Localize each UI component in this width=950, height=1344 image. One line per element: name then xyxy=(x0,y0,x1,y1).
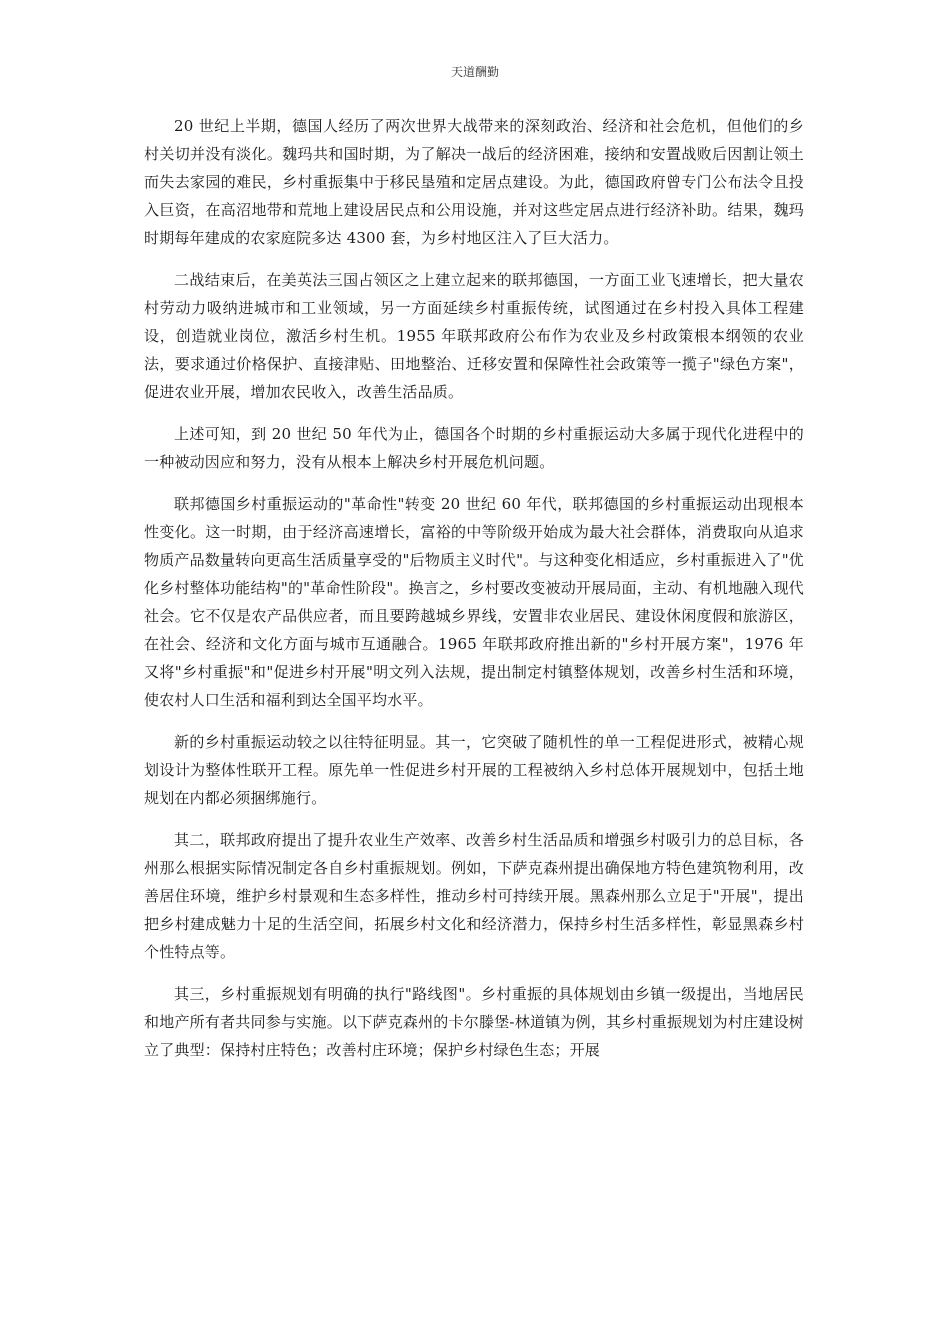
page-header xyxy=(0,64,950,80)
paragraph-4: 联邦德国乡村重振运动的"革命性"转变 20 世纪 60 年代，联邦德国的乡村重振运动出现根本性变化。这一时期，由于经济高速增长，富裕的中等阶级开始成为最大社会群体，消费取向从追求物质产品数量转向更高生活质量享受的"后物质主义时代"。与这种变化相适应，乡村重振进入了"优化乡村整体功能结构"的"革命性阶段"。换言之，乡村要改变被动开展局面，主动、有机地融入现代社会。它不仅是农产品供应者，而且要跨越城乡界线，安置非农业居民、建设休闲度假和旅游区，在社会、经济和文化方面与城市互通融合。1965 年联邦政府推出新的"乡村开展方案"，1976 年又将"乡村重振"和"促进乡村开展"明文列入法规，提出制定村镇整体规划，改善乡村生活和环境，使农村人口生活和福利到达全国平均水平。 xyxy=(144,495,804,709)
paragraph-6: 其二，联邦政府提出了提升农业生产效率、改善乡村生活品质和增强乡村吸引力的总目标，各州那么根据实际情况制定各自乡村重振规划。例如，下萨克森州提出确保地方特色建筑物利用，改善居住环境，维护乡村景观和生态多样性，推动乡村可持续开展。黑森州那么立足于"开展"，提出把乡村建成魅力十足的生活空间，拓展乡村文化和经济潜力，保持乡村生活多样性，彰显黑森乡村个性特点等。 xyxy=(144,831,804,961)
paragraph-3: 上述可知，到 20 世纪 50 年代为止，德国各个时期的乡村重振运动大多属于现代化进程中的一种被动因应和努力，没有从根本上解决乡村开展危机问题。 xyxy=(144,425,804,471)
paragraph-1: 20 世纪上半期，德国人经历了两次世界大战带来的深刻政治、经济和社会危机，但他们的乡村关切并没有淡化。魏玛共和国时期，为了解决一战后的经济困难，接纳和安置战败后因割让领土而失去家园的难民，乡村重振集中于移民垦殖和定居点建设。为此，德国政府曾专门公布法令且投入巨资，在高沼地带和荒地上建设居民点和公用设施，并对这些定居点进行经济补助。结果，魏玛时期每年建成的农家庭院多达 4300 套，为乡村地区注入了巨大活力。 xyxy=(144,117,804,247)
paragraph-7: 其三，乡村重振规划有明确的执行"路线图"。乡村重振的具体规划由乡镇一级提出，当地居民和地产所有者共同参与实施。以下萨克森州的卡尔滕堡-林道镇为例，其乡村重振规划为村庄建设树立了典型：保持村庄特色；改善村庄环境；保护乡村绿色生态；开展 xyxy=(144,985,804,1059)
document-body xyxy=(144,112,804,1078)
paragraph-2: 二战结束后，在美英法三国占领区之上建立起来的联邦德国，一方面工业飞速增长，把大量农村劳动力吸纳进城市和工业领域，另一方面延续乡村重振传统，试图通过在乡村投入具体工程建设，创造就业岗位，激活乡村生机。1955 年联邦政府公布作为农业及乡村政策根本纲领的农业法，要求通过价格保护、直接津贴、田地整治、迁移安置和保障性社会政策等一揽子"绿色方案"，促进农业开展，增加农民收入，改善生活品质。 xyxy=(144,271,804,401)
header-title: 天道酬勤 xyxy=(450,65,499,79)
paragraph-5: 新的乡村重振运动较之以往特征明显。其一，它突破了随机性的单一工程促进形式，被精心规划设计为整体性联开工程。原先单一性促进乡村开展的工程被纳入乡村总体开展规划中，包括土地规划在内都必须捆绑施行。 xyxy=(144,733,804,807)
